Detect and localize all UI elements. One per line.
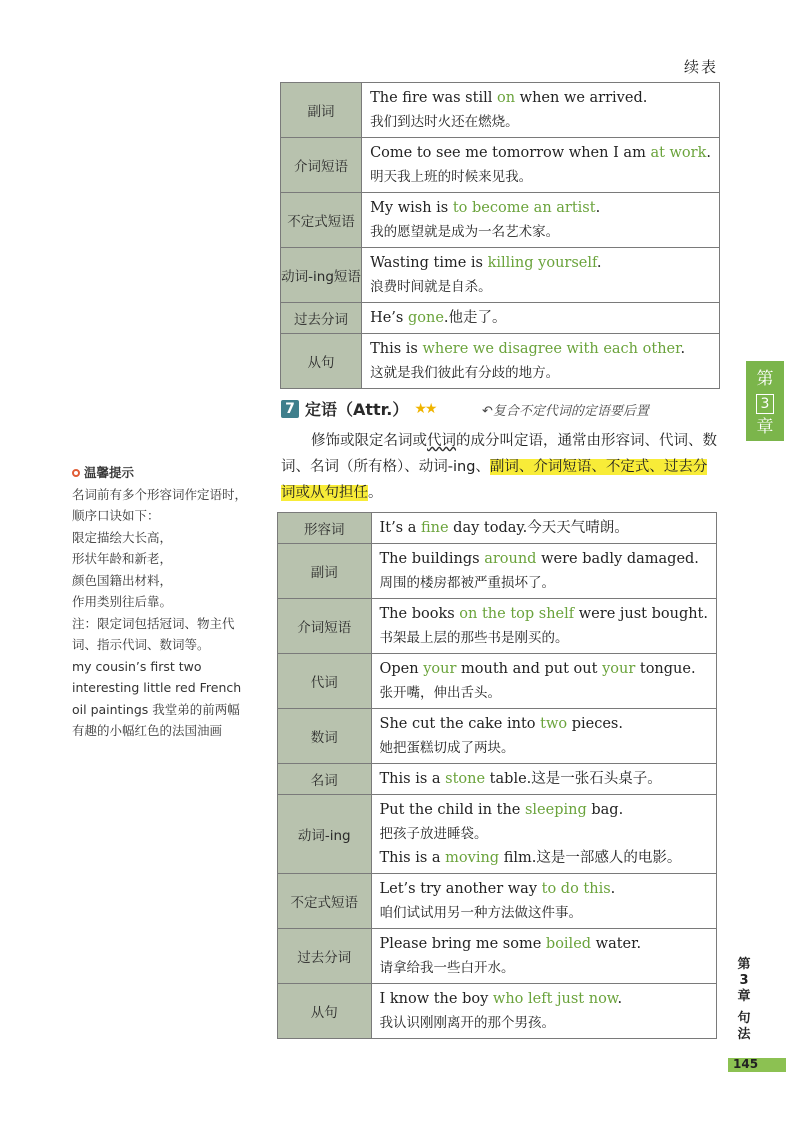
example-translation: 请拿给我一些白开水。 [379, 960, 515, 976]
side-nav-char: 第 [737, 957, 751, 972]
row-label: 形容词 [278, 513, 372, 544]
row-label: 不定式短语 [278, 874, 372, 929]
row-example [371, 984, 716, 1039]
table-row [278, 513, 717, 544]
continued-label: 续表 [683, 58, 718, 76]
highlighted-phrase: two [540, 716, 568, 732]
side-nav-char: 句 [737, 1011, 751, 1026]
section-number: 7 [281, 400, 299, 418]
example-sentence: My wish is to become an artist. [370, 200, 601, 216]
tip-line: 限定描绘大长高， [72, 529, 173, 545]
highlighted-phrase: to do this [541, 881, 611, 897]
star-rating-icon: ★★ [414, 400, 436, 417]
paragraph-text: 修饰或限定名词或 [311, 433, 427, 449]
table-adverbial-continued [280, 82, 720, 389]
highlighted-phrase: on [496, 90, 516, 106]
row-example [371, 513, 716, 544]
example-translation: 明天我上班的时候来见我。 [370, 169, 533, 185]
example-sentence: I know the boy who left just now. [379, 991, 623, 1007]
row-example [371, 654, 716, 709]
row-example [371, 599, 716, 654]
table-row [278, 709, 717, 764]
table-row [281, 83, 720, 138]
highlighted-phrase: on the top shelf [459, 606, 575, 622]
example-sentence: Come to see me tomorrow when I am at work. [370, 145, 711, 161]
example-sentence: Please bring me some boiled water. [379, 936, 642, 952]
highlighted-phrase: moving [445, 850, 500, 866]
highlighted-phrase: at work [650, 145, 707, 161]
highlighted-phrase: fine [420, 520, 449, 536]
example-sentence: He’s gone.他走了。 [370, 310, 507, 326]
paragraph-text: 的成分叫定语，通常由形容词、代词、数词、名词（所有格）、动词-ing、 [281, 433, 717, 475]
row-label: 动词-ing短语 [281, 248, 362, 303]
example-sentence: Put the child in the sleeping bag. [379, 802, 624, 818]
example-sentence: This is a moving film.这是一部感人的电影。 [379, 850, 682, 866]
row-example [371, 544, 716, 599]
row-example [362, 334, 720, 389]
example-translation: 张开嘴，伸出舌头。 [379, 685, 502, 701]
row-label: 数词 [278, 709, 372, 764]
handwritten-note: ↶复合不定代词的定语要后置 [482, 404, 649, 419]
bullet-icon [72, 469, 80, 477]
highlighted-phrase: around [484, 551, 537, 567]
table-row [278, 795, 717, 874]
row-label: 代词 [278, 654, 372, 709]
example-sentence: This is a stone table.这是一张石头桌子。 [379, 771, 662, 787]
row-label: 从句 [281, 334, 362, 389]
highlighted-text: 副词、介词短语、不定式、过去分词或从句担任 [281, 459, 708, 501]
example-translation: 书架最上层的那些书是刚买的。 [379, 630, 569, 646]
row-example [362, 303, 720, 334]
side-nav-char: 法 [737, 1027, 751, 1042]
example-translation: 周围的楼房都被严重损坏了。 [379, 575, 556, 591]
tip-line: my cousin’s first two interesting little red French oil paintings 我堂弟的前两幅有趣的小幅红色的法国油画 [72, 658, 242, 738]
row-label: 不定式短语 [281, 193, 362, 248]
table-attributive [277, 512, 717, 1039]
page-number: 145 [733, 1057, 759, 1071]
example-translation: 我认识刚刚离开的那个男孩。 [379, 1015, 556, 1031]
example-sentence: It’s a fine day today.今天天气晴朗。 [379, 520, 629, 536]
row-example [371, 764, 716, 795]
example-sentence: Let’s try another way to do this. [379, 881, 616, 897]
table-row [278, 984, 717, 1039]
highlighted-phrase: who left just now [492, 991, 618, 1007]
tip-line: 名词前有多个形容词作定语时，顺序口诀如下： [72, 486, 248, 523]
row-label: 过去分词 [281, 303, 362, 334]
section-paragraph [281, 428, 721, 506]
highlighted-phrase: boiled [545, 936, 592, 952]
table-row [281, 138, 720, 193]
highlighted-phrase: where we disagree with each other [422, 341, 681, 357]
row-example [362, 193, 720, 248]
highlighted-phrase: gone [407, 310, 444, 326]
row-label: 副词 [281, 83, 362, 138]
row-example [371, 709, 716, 764]
side-nav-char: 章 [737, 989, 751, 1004]
table-row [278, 929, 717, 984]
table-row [278, 874, 717, 929]
row-label: 从句 [278, 984, 372, 1039]
example-sentence: Open your mouth and put out your tongue. [379, 661, 696, 677]
table-row [278, 599, 717, 654]
example-translation: 这就是我们彼此有分歧的地方。 [370, 365, 560, 381]
underlined-text: 代词 [427, 433, 456, 449]
section-heading [281, 397, 435, 420]
example-sentence: Wasting time is killing yourself. [370, 255, 602, 271]
chapter-tab: 第 3 章 [746, 361, 784, 441]
row-example [362, 138, 720, 193]
example-sentence: This is where we disagree with each other. [370, 341, 686, 357]
row-example [371, 874, 716, 929]
side-chapter-nav [733, 957, 755, 1043]
tip-line: 形状年龄和新老， [72, 551, 173, 566]
table-row [281, 193, 720, 248]
row-example [362, 248, 720, 303]
example-translation: 浪费时间就是自杀。 [370, 279, 492, 295]
paragraph-text: 。 [368, 485, 383, 501]
highlighted-phrase: stone [445, 771, 486, 787]
example-sentence: The buildings around were badly damaged. [379, 551, 699, 567]
tip-title: 温馨提示 [72, 462, 250, 484]
row-example [362, 83, 720, 138]
highlighted-phrase: your [423, 661, 457, 677]
example-translation: 她把蛋糕切成了两块。 [379, 740, 515, 756]
table-row [278, 764, 717, 795]
highlighted-phrase: to become an artist [452, 200, 596, 216]
highlighted-phrase: your [602, 661, 636, 677]
example-sentence: She cut the cake into two pieces. [379, 716, 623, 732]
row-label: 动词-ing [278, 795, 372, 874]
table-row [281, 303, 720, 334]
example-translation: 把孩子放进睡袋。 [379, 826, 488, 842]
row-label: 过去分词 [278, 929, 372, 984]
example-translation: 咱们试试用另一种方法做这件事。 [379, 905, 583, 921]
row-label: 副词 [278, 544, 372, 599]
example-translation: 我的愿望就是成为一名艺术家。 [370, 224, 560, 240]
row-label: 介词短语 [278, 599, 372, 654]
row-label: 名词 [278, 764, 372, 795]
table-row [281, 248, 720, 303]
row-example [371, 929, 716, 984]
row-label: 介词短语 [281, 138, 362, 193]
tip-box [72, 462, 250, 742]
example-sentence: The books on the top shelf were just bought. [379, 606, 708, 622]
table-row [278, 544, 717, 599]
side-nav-char: 3 [739, 973, 749, 988]
tip-line: 颜色国籍出材料， [72, 572, 173, 588]
highlighted-phrase: sleeping [524, 802, 587, 818]
tip-line: 作用类别往后靠。 [72, 594, 173, 609]
tip-line: 注：限定词包括冠词、物主代词、指示代词、数词等。 [72, 615, 235, 652]
row-example [371, 795, 716, 874]
example-translation: 我们到达时火还在燃烧。 [370, 114, 519, 130]
highlighted-phrase: killing yourself [487, 255, 597, 271]
example-sentence: The fire was still on when we arrived. [370, 90, 648, 106]
table-row [278, 654, 717, 709]
section-title: 定语（Attr.） [305, 400, 409, 419]
table-row [281, 334, 720, 389]
